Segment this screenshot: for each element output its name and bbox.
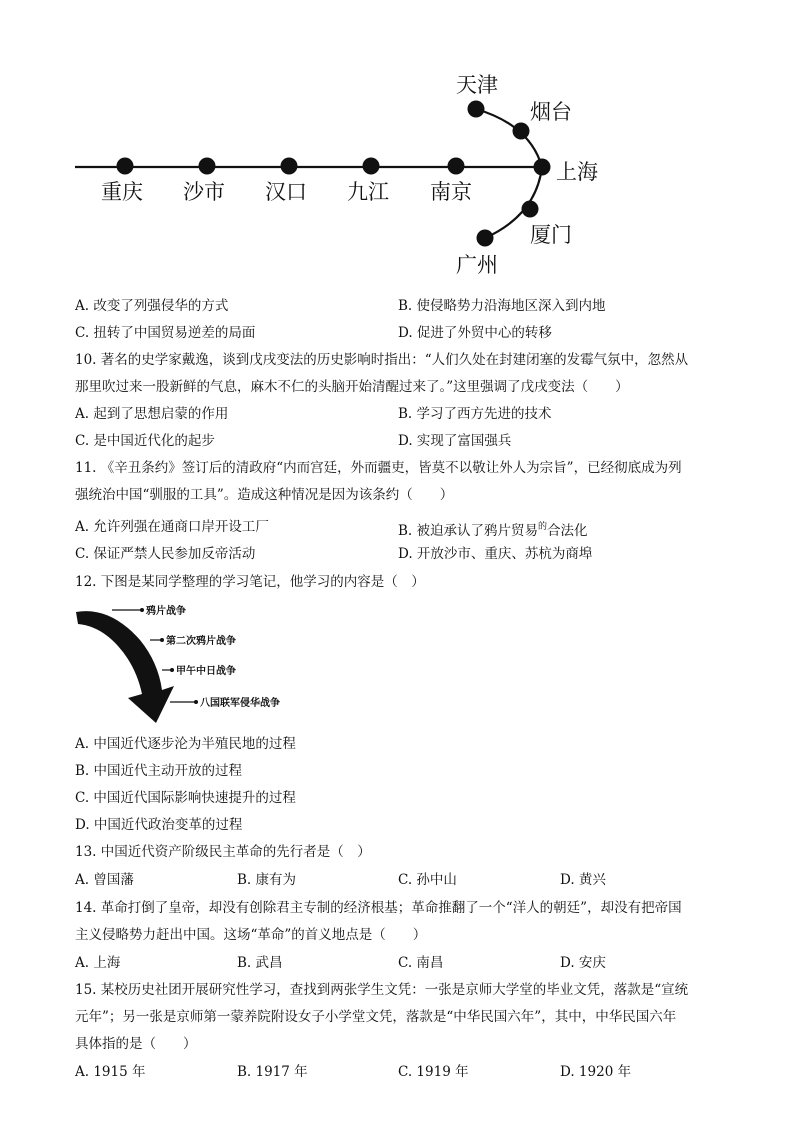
q11-stem-line-2: 强统治中国“驯服的工具”。造成这种情况是因为该条约（ ） — [75, 487, 454, 503]
city-label-shanghai: 上海 — [556, 160, 598, 184]
curved-arrow-icon — [76, 611, 174, 723]
city-dot-chongqing — [117, 158, 134, 175]
q10-option-a: A. 起到了思想启蒙的作用 — [75, 406, 229, 422]
q11-option-d: D. 开放沙市、重庆、苏杭为商埠 — [398, 546, 593, 562]
q11-option-b-sup: 的 — [538, 522, 548, 532]
q15-stem-line-1: 15. 某校历史社团开展研究性学习，查找到两张学生文凭：一张是京师大学堂的毕业文凭，落款是“宣统 — [75, 982, 689, 998]
city-label-guangzhou: 广州 — [456, 253, 498, 277]
city-label-nanjing: 南京 — [430, 180, 472, 204]
q11-stem-line-1: 11. 《辛丑条约》签订后的清政府“内而宫廷，外而疆吏，皆莫不以敬让外人为宗旨”，已经彻底成为列 — [75, 460, 682, 476]
q9-option-d: D. 促进了外贸中心的转移 — [398, 325, 552, 341]
city-label-yantai: 烟台 — [530, 100, 572, 124]
city-dot-tianjin — [468, 101, 485, 118]
city-label-hankou: 汉口 — [265, 180, 307, 204]
branch-dot-3 — [170, 668, 174, 672]
q12-notes-diagram — [70, 600, 310, 730]
city-dot-shashi — [199, 158, 216, 175]
q13-option-d: D. 黄兴 — [560, 872, 606, 888]
q11-option-a: A. 允许列强在通商口岸开设工厂 — [75, 519, 269, 535]
trade-route-map — [0, 0, 794, 290]
q14-option-b: B. 武昌 — [237, 955, 283, 971]
q10-option-d: D. 实现了富国强兵 — [398, 433, 512, 449]
q15-option-b: B. 1917 年 — [237, 1064, 308, 1080]
q11-option-b — [398, 518, 588, 540]
q11-option-b-end: 合法化 — [547, 523, 588, 539]
city-label-jiujiang: 九江 — [347, 180, 389, 204]
city-label-xiamen: 厦门 — [530, 223, 572, 247]
q13-stem: 13. 中国近代资产阶级民主革命的先行者是（ ） — [75, 844, 371, 860]
q10-option-c: C. 是中国近代化的起步 — [75, 433, 215, 449]
q14-option-a: A. 上海 — [75, 955, 121, 971]
q9-option-b: B. 使侵略势力沿海地区深入到内地 — [398, 298, 606, 314]
q15-stem-line-2: 元年”；另一张是京师第一蒙养院附设女子小学堂文凭，落款是“中华民国六年”，其中，中华民国六年 — [75, 1009, 677, 1025]
branch-dot-4 — [194, 700, 198, 704]
q9-option-a: A. 改变了列强侵华的方式 — [75, 298, 229, 314]
q13-option-c: C. 孙中山 — [398, 872, 457, 888]
q11-option-b-text: B. 被迫承认了鸦片贸易 — [398, 523, 539, 539]
q12-option-d: D. 中国近代政治变革的过程 — [75, 817, 243, 833]
q14-option-d: D. 安庆 — [560, 955, 606, 971]
city-dot-guangzhou — [477, 230, 494, 247]
q12-option-a: A. 中国近代逐步沦为半殖民地的过程 — [75, 736, 296, 752]
branch-dot-1 — [140, 608, 144, 612]
q15-option-d: D. 1920 年 — [560, 1064, 632, 1080]
q10-stem-line-2: 那里吹过来一股新鲜的气息，麻木不仁的头脑开始清醒过来了。”这里强调了戊戌变法（ ） — [75, 379, 629, 395]
diagram-item-3: 甲午中日战争 — [176, 666, 236, 677]
city-dot-nanjing — [448, 158, 465, 175]
city-dot-xiamen — [522, 201, 539, 218]
diagram-item-4: 八国联军侵华战争 — [200, 698, 280, 709]
city-dot-jiujiang — [363, 158, 380, 175]
q12-stem: 12. 下图是某同学整理的学习笔记，他学习的内容是（ ） — [75, 574, 425, 590]
q14-option-c: C. 南昌 — [398, 955, 444, 971]
branch-dot-2 — [160, 638, 164, 642]
q12-option-c: C. 中国近代国际影响快速提升的过程 — [75, 790, 296, 806]
q10-option-b: B. 学习了西方先进的技术 — [398, 406, 552, 422]
city-dot-yantai — [513, 123, 530, 140]
q10-stem-line-1: 10. 著名的史学家戴逸，谈到戊戌变法的历史影响时指出：“人们久处在封建闭塞的发霉气氛中，忽然从 — [75, 352, 689, 368]
q14-stem-line-2: 主义侵略势力赶出中国。这场“革命”的首义地点是（ ） — [75, 927, 427, 943]
diagram-item-2: 第二次鸦片战争 — [166, 636, 236, 647]
city-label-shashi: 沙市 — [183, 180, 225, 204]
city-label-tianjin: 天津 — [456, 73, 498, 97]
q9-option-c: C. 扭转了中国贸易逆差的局面 — [75, 325, 256, 341]
q11-option-c: C. 保证严禁人民参加反帝活动 — [75, 546, 256, 562]
city-label-chongqing: 重庆 — [101, 180, 143, 204]
q14-stem-line-1: 14. 革命打倒了皇帝，却没有创除君主专制的经济根基；革命推翻了一个“洋人的朝廷”，却没有把帝国 — [75, 900, 682, 916]
city-dot-shanghai — [534, 159, 551, 176]
q12-option-b: B. 中国近代主动开放的过程 — [75, 763, 243, 779]
q15-stem-line-3: 具体指的是（ ） — [75, 1036, 197, 1052]
q13-option-b: B. 康有为 — [237, 872, 297, 888]
city-dot-hankou — [281, 158, 298, 175]
q15-option-a: A. 1915 年 — [75, 1064, 146, 1080]
q15-option-c: C. 1919 年 — [398, 1064, 469, 1080]
q13-option-a: A. 曾国藩 — [75, 872, 134, 888]
diagram-item-1: 鸦片战争 — [146, 606, 186, 617]
